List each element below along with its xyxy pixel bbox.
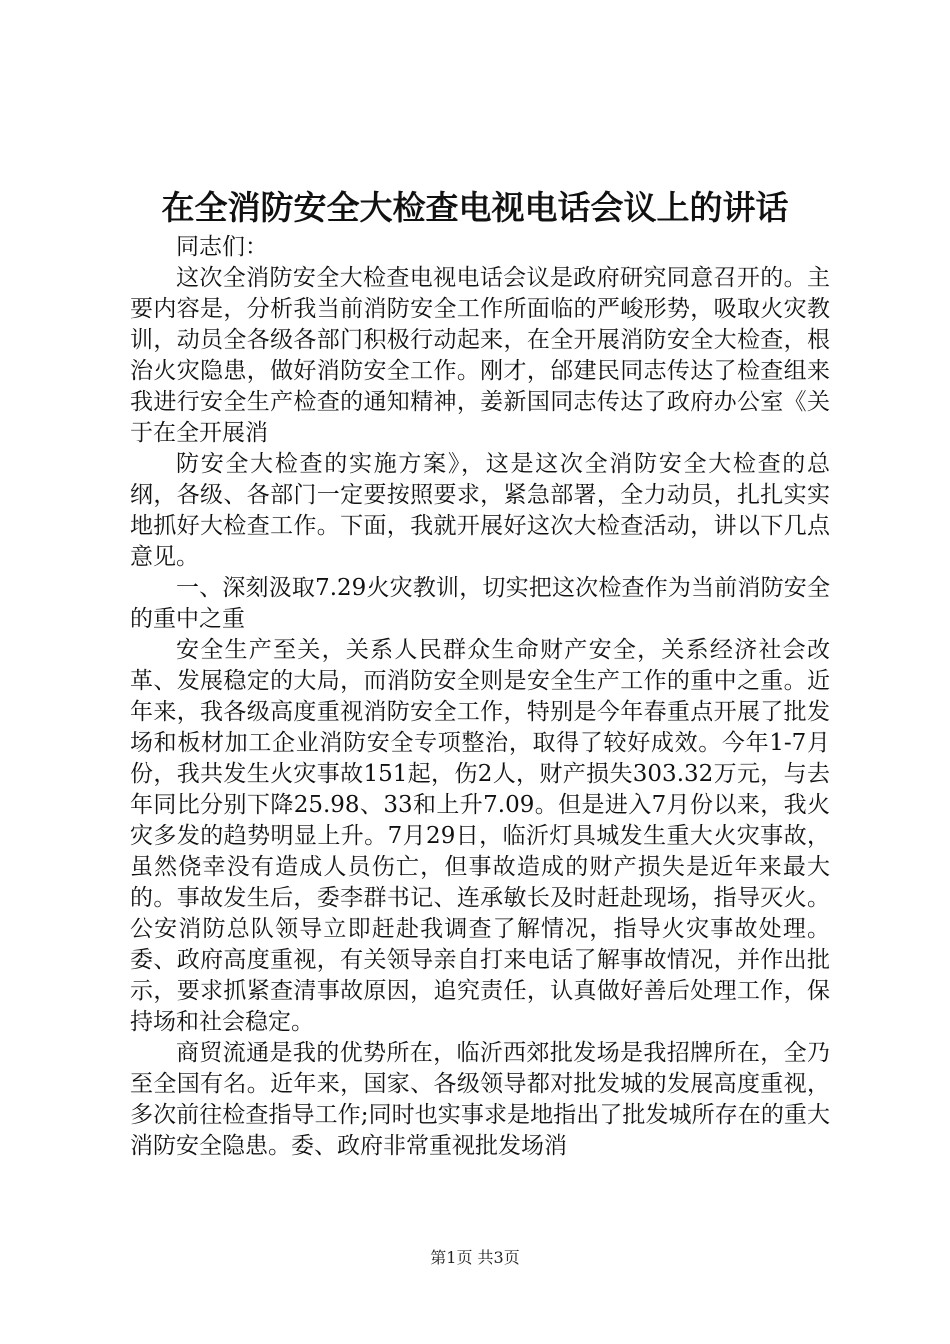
- document-title: 在全消防安全大检查电视电话会议上的讲话: [161, 188, 789, 227]
- body-paragraph: 防安全大检查的实施方案》，这是这次全消防安全大检查的总纲，各级、各部门一定要按照要求，紧急部署，全力动员，扎扎实实地抓好大检查工作。下面，我就开展好这次大检查活动，讲以下几点意见。: [130, 451, 830, 570]
- section-heading: 一、深刻汲取7.29火灾教训，切实把这次检查作为当前消防安全的重中之重: [130, 575, 830, 632]
- body-paragraph: 这次全消防安全大检查电视电话会议是政府研究同意召开的。主要内容是，分析我当前消防安全工作所面临的严峻形势，吸取火灾教训，动员全各级各部门积极行动起来，在全开展消防安全大检查，根治火灾隐患，做好消防安全工作。刚才，邰建民同志传达了检查组来我进行安全生产检查的通知精神，姜新国同志传达了政府办公室《关于在全开展消: [130, 265, 830, 446]
- body-paragraph: 商贸流通是我的优势所在，临沂西郊批发场是我招牌所在，全乃至全国有名。近年来，国家、各级领导都对批发城的发展高度重视，多次前往检查指导工作;同时也实事求是地指出了批发城所存在的重大消防安全隐患。委、政府非常重视批发场消: [130, 1040, 830, 1159]
- body-paragraph: 安全生产至关，关系人民群众生命财产安全，关系经济社会改革、发展稳定的大局，而消防安全则是安全生产工作的重中之重。近年来，我各级高度重视消防安全工作，特别是今年春重点开展了批发场和板材加工企业消防安全专项整治，取得了较好成效。今年1-7月份，我共发生火灾事故151起，伤2人，财产损失303.32万元，与去年同比分别下降25.98、33和上升7.09。但是进入7月份以来，我火灾多发的趋势明显上升。7月29日，临沂灯具城发生重大火灾事故，虽然侥幸没有造成人员伤亡，但事故造成的财产损失是近年来最大的。事故发生后，委李群书记、连承敏长及时赶赴现场，指导灭火。公安消防总队领导立即赶赴我调查了解情况，指导火灾事故处理。委、政府高度重视，有关领导亲自打来电话了解事故情况，并作出批示，要求抓紧查清事故原因，追究责任，认真做好善后处理工作，保持场和社会稳定。: [130, 637, 830, 1035]
- salutation-paragraph: 同志们：: [176, 234, 268, 260]
- page-footer: 第1页 共3页: [430, 1248, 520, 1267]
- document-body: [130, 232, 830, 1162]
